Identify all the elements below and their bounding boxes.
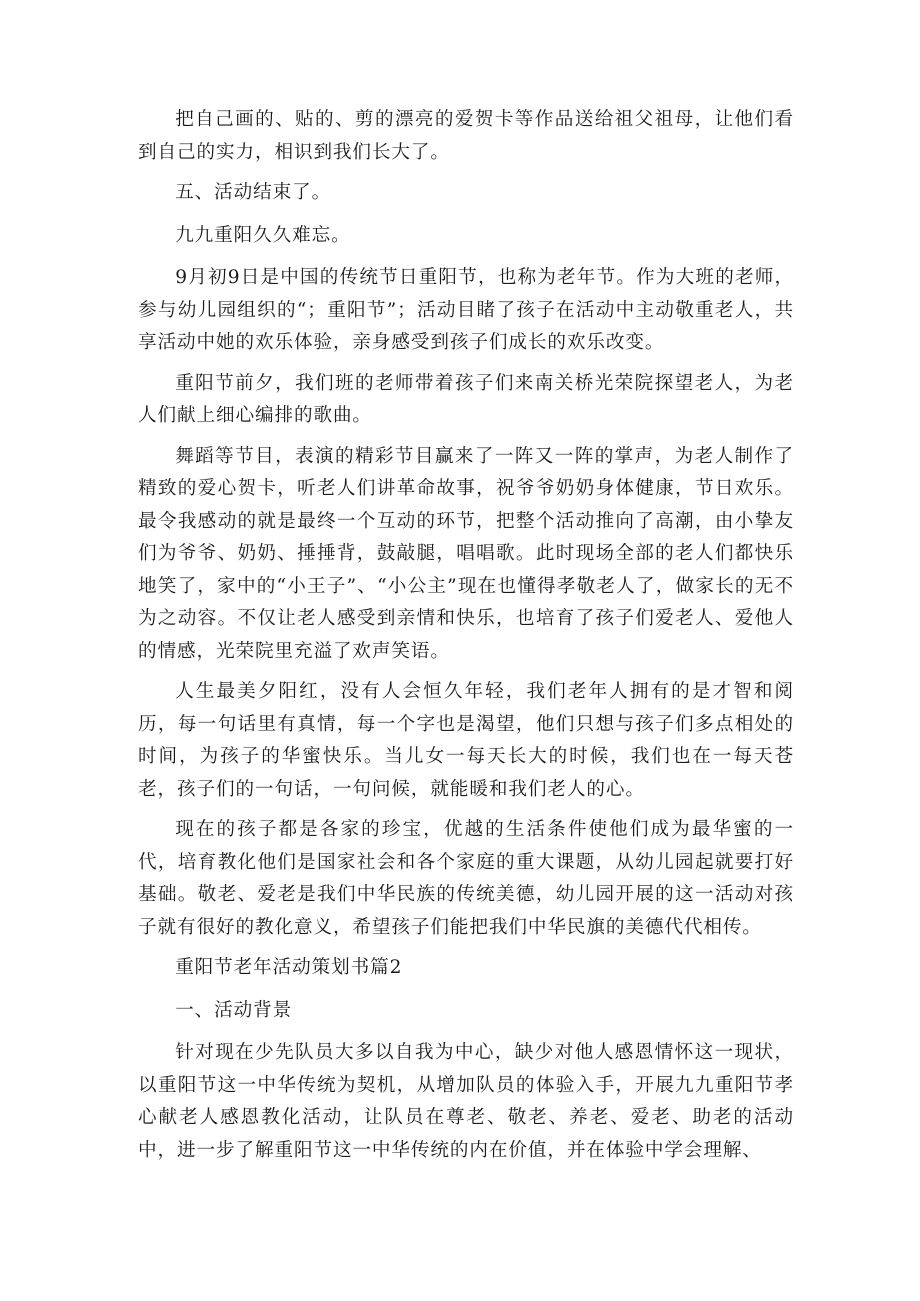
paragraph-performances: 舞蹈等节目，表演的精彩节目赢来了一阵又一阵的掌声，为老人制作了精致的爱心贺卡，听老人们讲革命故事，祝爷爷奶奶身体健康，节日欢乐。最令我感动的就是最终一个互动的环节，把整个活动推向了高潮，由小挚友们为爷爷、奶奶、捶捶背，鼓敲腿，唱唱歌。此时现场全部的老人们都快乐地笑了，家中的“小王子”、“小公主”现在也懂得孝敬老人了，做家长的无不为之动容。不仅让老人感受到亲情和快乐，也培育了孩子们爱老人、爱他人的情感，光荣院里充溢了欢声笑语。 (138, 445, 794, 662)
paragraph-greeting-cards: 把自己画的、贴的、剪的漂亮的爱贺卡等作品送给祖父祖母，让他们看到自己的实力，相识到我们长大了。 (138, 109, 794, 163)
heading-double-ninth: 九九重阳久久难忘。 (175, 224, 351, 246)
heading-activity-background: 一、活动背景 (175, 999, 293, 1021)
paragraph-sunset-life: 人生最美夕阳红，没有人会恒久年轻，我们老年人拥有的是才智和阅历，每一句话里有真情，每一个字也是渴望，他们只想与孩子们多点相处的时间，为孩子的华蜜快乐。当儿女一每天长大的时候，我们也在一每天苍老，孩子们的一句话，一句问候，就能暖和我们老人的心。 (138, 681, 794, 800)
paragraph-education: 现在的孩子都是各家的珍宝，优越的生活条件使他们成为最华蜜的一代，培育教化他们是国家社会和各个家庭的重大课题，从幼儿园起就要打好基础。敬老、爱老是我们中华民族的传统美德，幼儿园开展的这一活动对孩子就有很好的教化意义，希望孩子们能把我们中华民旗的美德代代相传。 (138, 819, 794, 938)
paragraph-festival-intro: 9月初9日是中国的传统节日重阳节，也称为老年节。作为大班的老师，参与幼儿园组织的“；重阳节”；活动目睹了孩子在活动中主动敬重老人，共享活动中她的欢乐体验，亲身感受到孩子们成长的欢乐改变。 (138, 267, 794, 353)
document-page (138, 104, 794, 1175)
paragraph-visit-elders: 重阳节前夕，我们班的老师带着孩子们来南关桥光荣院探望老人，为老人们献上细心编排的歌曲。 (138, 372, 794, 426)
section-title-plan-2: 重阳节老年活动策划书篇2 (175, 957, 403, 978)
paragraph-background-text: 针对现在少先队员大多以自我为中心，缺少对他人感恩情怀这一现状，以重阳节这一中华传统为契机，从增加队员的体验入手，开展九九重阳节孝心献老人感恩教化活动，让队员在尊老、敬老、养老、爱老、助老的活动中，进一步了解重阳节这一中华传统的内在价值，并在体验中学会理解、 (138, 1042, 794, 1161)
heading-activity-end: 五、活动结束了。 (175, 182, 332, 203)
